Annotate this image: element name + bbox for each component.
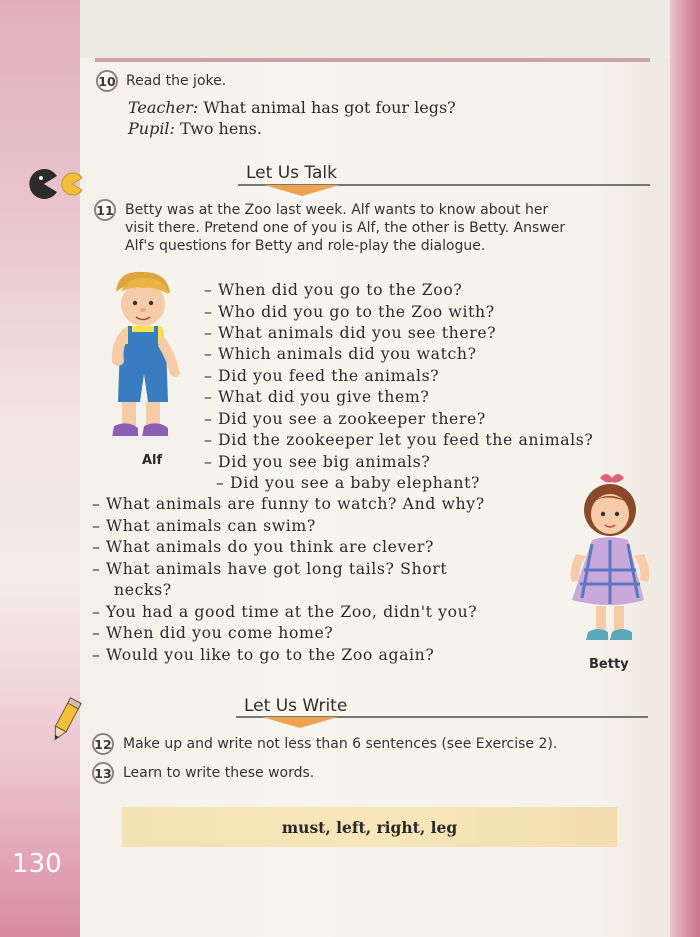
question-14-continuation: necks?: [114, 580, 172, 599]
exercise-10-number: 10: [96, 70, 118, 92]
exercise-11-intro-line-2: visit there. Pretend one of you is Alf, the other is Betty. Answer: [125, 220, 566, 236]
top-rule: [95, 58, 650, 62]
exercise-12-number: 12: [92, 733, 114, 755]
question-1: – When did you go to the Zoo?: [204, 280, 463, 299]
right-margin-band: [670, 0, 700, 937]
joke-text-teacher: What animal has got four legs?: [203, 98, 456, 117]
exercise-11-intro-line-1: Betty was at the Zoo last week. Alf wants to know about her: [125, 202, 549, 218]
question-14: – What animals have got long tails? Short: [92, 559, 448, 578]
joke-line-pupil: [128, 119, 262, 138]
question-9: – Did you see big animals?: [204, 452, 431, 471]
question-16: – When did you come home?: [92, 623, 334, 642]
question-7: – Did you see a zookeeper there?: [204, 409, 486, 428]
speech-pacman-icon: [28, 168, 84, 200]
joke-text-pupil: Two hens.: [180, 119, 262, 138]
exercise-10-instruction: Read the joke.: [126, 73, 227, 89]
question-12: – What animals can swim?: [92, 516, 316, 535]
section-talk-title: Let Us Talk: [246, 163, 337, 183]
joke-speaker-teacher: Teacher:: [128, 98, 199, 117]
joke-speaker-pupil: Pupil:: [128, 119, 175, 138]
question-3: – What animals did you see there?: [204, 323, 497, 342]
section-write-marker: [262, 717, 338, 728]
question-13: – What animals do you think are clever?: [92, 537, 435, 556]
exercise-11-intro-line-3: Alf's questions for Betty and role-play the dialogue.: [125, 238, 486, 254]
words-to-learn-box: [122, 807, 617, 847]
words-to-learn: must, left, right, leg: [281, 817, 458, 837]
left-margin-band: [0, 0, 80, 937]
exercise-13-text: Learn to write these words.: [123, 765, 315, 781]
question-17: – Would you like to go to the Zoo again?: [92, 645, 435, 664]
question-4: – Which animals did you watch?: [204, 344, 477, 363]
question-8: – Did the zookeeper let you feed the animals?: [204, 430, 594, 449]
top-header-band: [80, 0, 670, 58]
betty-caption: Betty: [589, 657, 629, 672]
question-2: – Who did you go to the Zoo with?: [204, 302, 495, 321]
pencil-icon: [48, 696, 82, 746]
joke-line-teacher: [128, 98, 456, 117]
question-10: – Did you see a baby elephant?: [216, 473, 480, 492]
question-15: – You had a good time at the Zoo, didn't you?: [92, 602, 478, 621]
alf-caption: Alf: [142, 453, 163, 468]
question-5: – Did you feed the animals?: [204, 366, 440, 385]
question-6: – What did you give them?: [204, 387, 430, 406]
page-number: 130: [12, 849, 62, 879]
exercise-12-text: Make up and write not less than 6 sentences (see Exercise 2).: [123, 736, 558, 752]
question-11: – What animals are funny to watch? And why?: [92, 494, 485, 513]
alf-boy-illustration: [88, 262, 188, 452]
section-write-title: Let Us Write: [244, 696, 348, 716]
section-talk-marker: [264, 185, 340, 196]
exercise-13-number: 13: [92, 762, 114, 784]
betty-girl-illustration: [562, 470, 652, 650]
exercise-11-number: 11: [94, 199, 116, 221]
